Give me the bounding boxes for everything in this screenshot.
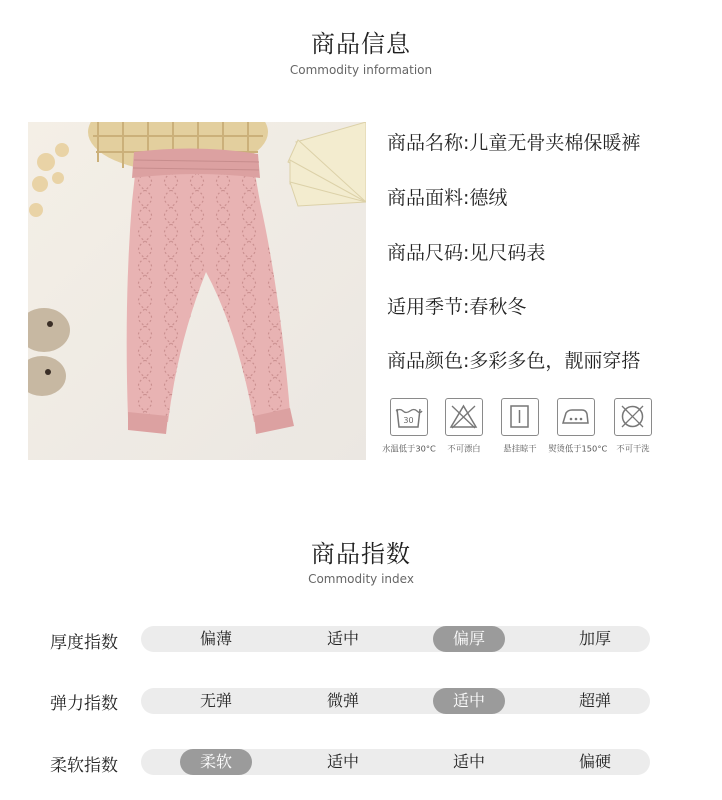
care-dry	[490, 398, 550, 455]
softness-label: 柔软指数	[50, 756, 118, 776]
info-value: 儿童无骨夹棉保暖裤	[469, 132, 641, 154]
care-label: 不可干洗	[616, 445, 650, 455]
info-row-color	[387, 346, 640, 373]
softness-scale	[141, 749, 650, 775]
index-option-selected: 柔软	[180, 749, 252, 775]
info-key: 商品面料:	[387, 187, 470, 209]
index-option: 适中	[326, 752, 359, 771]
hang-dry-icon	[501, 398, 539, 436]
info-row-size	[387, 238, 545, 265]
wash-temp-badge: 30	[403, 416, 414, 425]
info-value: 见尺码表	[469, 242, 546, 264]
info-key: 商品颜色:	[387, 350, 470, 372]
info-section-title: 商品信息	[311, 30, 411, 58]
index-section-subtitle: Commodity index	[308, 572, 414, 586]
thickness-scale	[141, 626, 650, 652]
info-row-season	[387, 292, 526, 319]
care-label: 不可漂白	[447, 445, 481, 455]
thickness-label: 厚度指数	[50, 633, 118, 653]
info-value: 德绒	[469, 187, 508, 209]
index-option: 偏薄	[199, 629, 232, 648]
care-label: 熨烫低于150°C	[548, 445, 608, 455]
elasticity-scale	[141, 688, 650, 714]
care-label: 水温低于30°C	[382, 445, 436, 455]
care-dryclean	[603, 398, 663, 455]
index-option: 加厚	[578, 629, 611, 648]
info-key: 商品名称:	[387, 132, 470, 154]
iron-150-icon	[557, 398, 595, 436]
index-option: 偏硬	[578, 752, 611, 771]
index-option: 超弹	[578, 691, 611, 710]
index-option: 适中	[326, 629, 359, 648]
index-option-selected: 偏厚	[433, 626, 505, 652]
product-photo	[28, 122, 366, 460]
index-option: 微弹	[326, 691, 359, 710]
no-bleach-icon	[445, 398, 483, 436]
care-wash	[379, 398, 439, 455]
wash-30-icon	[390, 398, 428, 436]
info-key: 适用季节:	[387, 296, 470, 318]
care-bleach	[434, 398, 494, 455]
info-section-subtitle: Commodity information	[289, 63, 433, 77]
care-iron	[546, 398, 606, 455]
index-section-title: 商品指数	[311, 540, 411, 568]
index-option-selected: 适中	[433, 688, 505, 714]
info-value: 春秋冬	[469, 296, 527, 318]
care-label: 悬挂晾干	[503, 445, 537, 455]
elasticity-label: 弹力指数	[50, 694, 118, 714]
index-option: 无弹	[199, 691, 232, 710]
index-option: 适中	[452, 752, 485, 771]
info-value: 多彩多色，靓丽穿搭	[469, 350, 641, 372]
info-key: 商品尺码:	[387, 242, 470, 264]
no-dryclean-icon	[614, 398, 652, 436]
info-row-name	[387, 128, 640, 155]
info-row-fabric	[387, 183, 507, 210]
